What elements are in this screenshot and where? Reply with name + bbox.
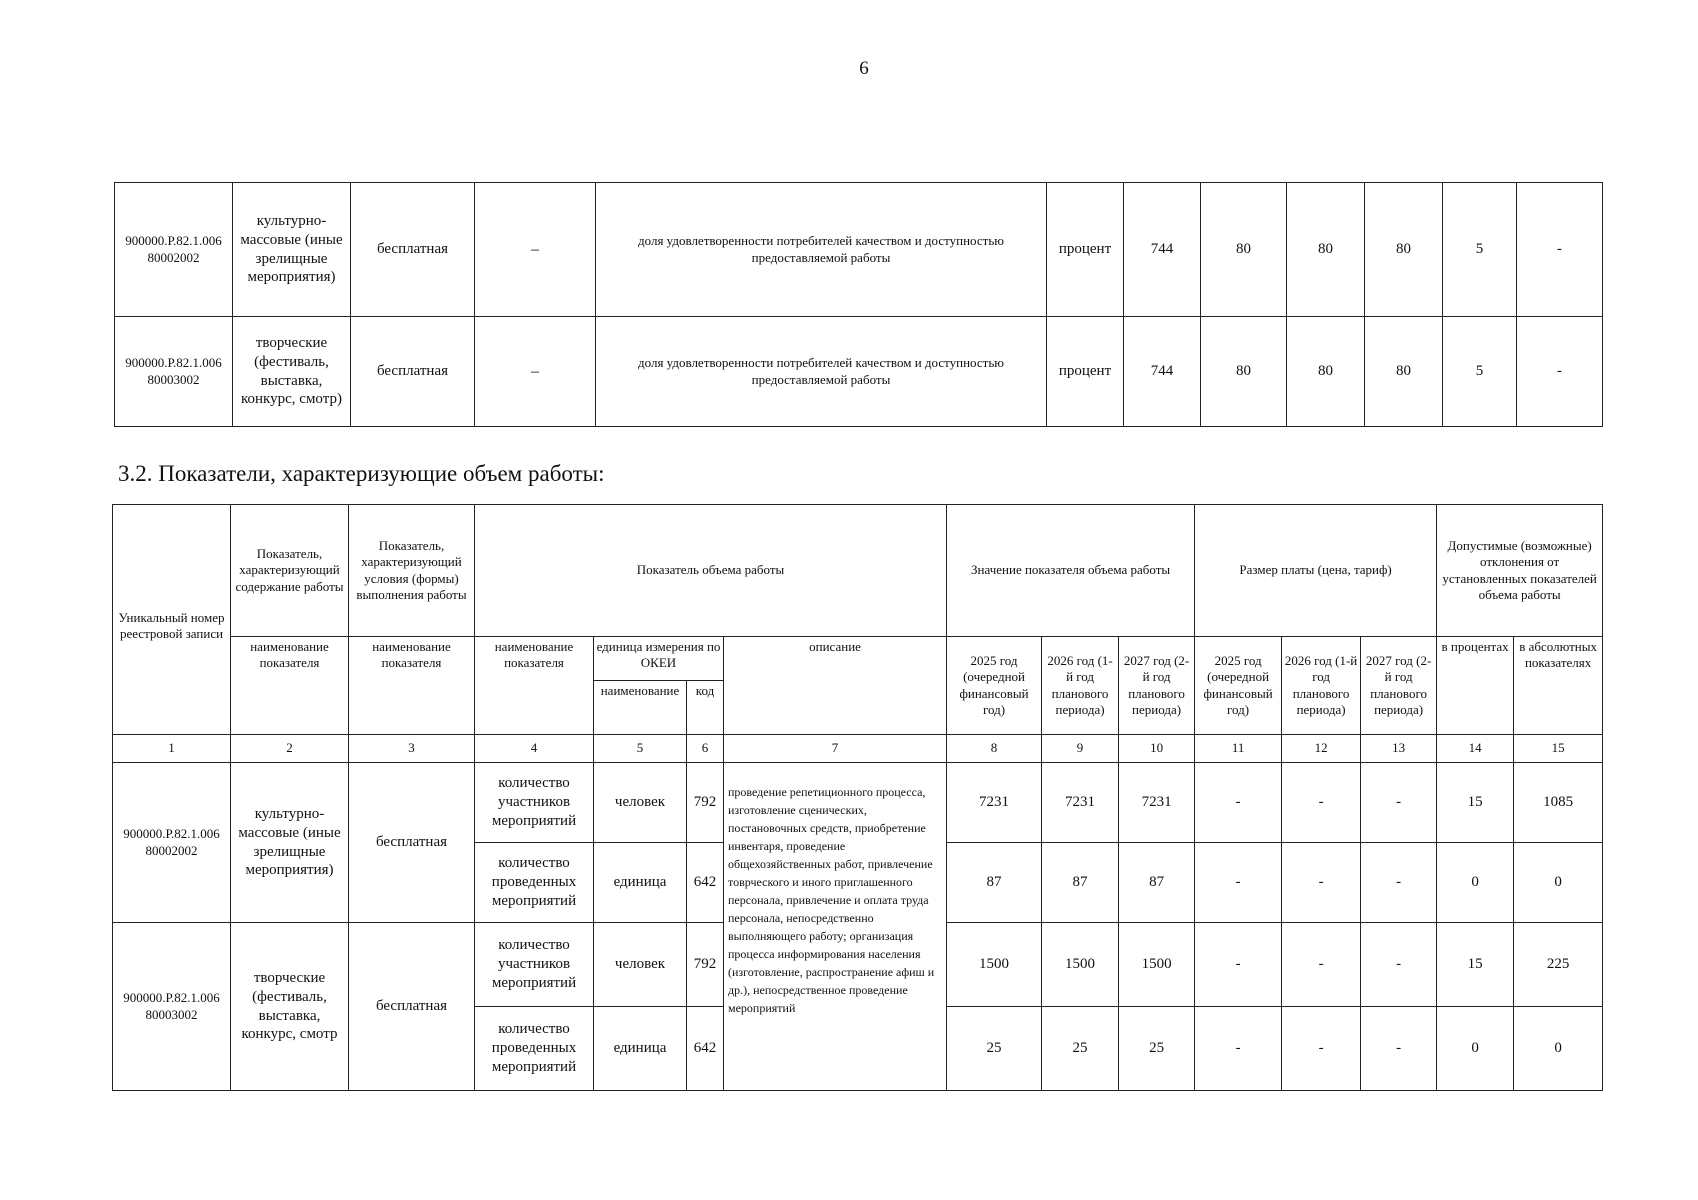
unit-name: человек: [594, 763, 687, 843]
okei-code: 642: [687, 843, 724, 923]
content-indicator: культурно-массовые (иные зрелищные мероприятия): [233, 183, 351, 317]
deviation-percent: 15: [1437, 763, 1514, 843]
header-unit-code: код: [687, 681, 724, 735]
header-name-of-indicator: наименование показателя: [475, 637, 594, 735]
content-indicator: творческие (фестиваль, выставка, конкурс, смотр: [231, 923, 349, 1091]
deviation-absolute: 1085: [1514, 763, 1603, 843]
section-heading: 3.2. Показатели, характеризующие объем работы:: [118, 461, 605, 486]
header-name-of-indicator: наименование показателя: [349, 637, 475, 735]
volume-indicators-table: [112, 504, 1603, 1091]
header-volume-value: Значение показателя объема работы: [947, 505, 1195, 637]
price-2026: -: [1282, 763, 1361, 843]
price-2026: -: [1282, 1007, 1361, 1091]
deviation-absolute: 0: [1514, 843, 1603, 923]
quality-indicators-table: [114, 182, 1603, 427]
column-number: 1: [113, 735, 231, 763]
value-2025: 7231: [947, 763, 1042, 843]
table-row: [115, 317, 1603, 427]
header-year-2027: 2027 год (2-й год планового периода): [1119, 637, 1195, 735]
price-2027: -: [1361, 843, 1437, 923]
table-row: [113, 763, 1603, 843]
price-2026: -: [1282, 843, 1361, 923]
value-2027: 80: [1365, 317, 1443, 427]
header-condition-indicator: Показатель, характеризующий условия (формы) выполнения работы: [349, 505, 475, 637]
header-content-indicator: Показатель, характеризующий содержание работы: [231, 505, 349, 637]
price-2027: -: [1361, 923, 1437, 1007]
unit-name: единица: [594, 843, 687, 923]
table-row: [115, 183, 1603, 317]
column-number: 2: [231, 735, 349, 763]
quality-indicator: –: [475, 183, 596, 317]
volume-indicator-name: количество участников мероприятий: [475, 763, 594, 843]
value-2025: 87: [947, 843, 1042, 923]
condition-indicator: бесплатная: [349, 763, 475, 923]
unit-name: человек: [594, 923, 687, 1007]
column-number: 5: [594, 735, 687, 763]
price-2025: -: [1195, 1007, 1282, 1091]
quality-indicator: –: [475, 317, 596, 427]
value-2026: 25: [1042, 1007, 1119, 1091]
header-year-2025: 2025 год (очередной финансовый год): [1195, 637, 1282, 735]
value-2027: 80: [1365, 183, 1443, 317]
registry-code: 900000.Р.82.1.006 80002002: [113, 763, 231, 923]
okei-code: 792: [687, 763, 724, 843]
value-2026: 87: [1042, 843, 1119, 923]
value-2027: 1500: [1119, 923, 1195, 1007]
condition-indicator: бесплатная: [349, 923, 475, 1091]
header-year-2025: 2025 год (очередной финансовый год): [947, 637, 1042, 735]
deviation-percent: 15: [1437, 923, 1514, 1007]
condition-indicator: бесплатная: [351, 317, 475, 427]
deviation-absolute: -: [1517, 183, 1603, 317]
column-number: 15: [1514, 735, 1603, 763]
column-number: 14: [1437, 735, 1514, 763]
content-indicator: творческие (фестиваль, выставка, конкурс, смотр): [233, 317, 351, 427]
column-number: 10: [1119, 735, 1195, 763]
deviation-absolute: 0: [1514, 1007, 1603, 1091]
unit-name: процент: [1047, 317, 1124, 427]
value-2027: 7231: [1119, 763, 1195, 843]
deviation-absolute: -: [1517, 317, 1603, 427]
volume-indicator-name: количество проведенных мероприятий: [475, 843, 594, 923]
header-in-percent: в процентах: [1437, 637, 1514, 735]
deviation-percent: 0: [1437, 1007, 1514, 1091]
header-year-2026: 2026 год (1-й год планового периода): [1042, 637, 1119, 735]
unit-name: процент: [1047, 183, 1124, 317]
condition-indicator: бесплатная: [351, 183, 475, 317]
price-2027: -: [1361, 763, 1437, 843]
price-2027: -: [1361, 1007, 1437, 1091]
quality-description: доля удовлетворенности потребителей качеством и доступностью предоставляемой работы: [596, 183, 1047, 317]
okei-code: 642: [687, 1007, 724, 1091]
unit-name: единица: [594, 1007, 687, 1091]
header-row: [113, 505, 1603, 637]
registry-code: 900000.Р.82.1.006 80003002: [113, 923, 231, 1091]
value-2026: 1500: [1042, 923, 1119, 1007]
volume-indicator-name: количество участников мероприятий: [475, 923, 594, 1007]
price-2026: -: [1282, 923, 1361, 1007]
value-2026: 80: [1287, 317, 1365, 427]
column-number: 4: [475, 735, 594, 763]
deviation-absolute: 225: [1514, 923, 1603, 1007]
deviation-percent: 5: [1443, 317, 1517, 427]
value-2027: 87: [1119, 843, 1195, 923]
column-number-row: [113, 735, 1603, 763]
header-unit-okei: единица измерения по ОКЕИ: [594, 637, 724, 681]
quality-description: доля удовлетворенности потребителей качеством и доступностью предоставляемой работы: [596, 317, 1047, 427]
column-number: 12: [1282, 735, 1361, 763]
header-year-2026: 2026 год (1-й год планового периода): [1282, 637, 1361, 735]
header-deviations: Допустимые (возможные) отклонения от установленных показателей объема работы: [1437, 505, 1603, 637]
content-indicator: культурно-массовые (иные зрелищные мероприятия): [231, 763, 349, 923]
registry-code: 900000.Р.82.1.006 80002002: [115, 183, 233, 317]
price-2025: -: [1195, 763, 1282, 843]
column-number: 13: [1361, 735, 1437, 763]
header-row: [113, 637, 1603, 681]
price-2025: -: [1195, 843, 1282, 923]
header-payment: Размер платы (цена, тариф): [1195, 505, 1437, 637]
column-number: 8: [947, 735, 1042, 763]
column-number: 3: [349, 735, 475, 763]
header-volume-indicator: Показатель объема работы: [475, 505, 947, 637]
value-2025: 80: [1201, 183, 1287, 317]
header-year-2027: 2027 год (2-й год планового периода): [1361, 637, 1437, 735]
deviation-percent: 5: [1443, 183, 1517, 317]
okei-code: 744: [1124, 317, 1201, 427]
column-number: 9: [1042, 735, 1119, 763]
work-description: проведение репетиционного процесса, изготовление сценических, постановочных средств, приобретение инвентаря, проведение общехозяйственных работ, привлечение товрческого и иного приглашенного персонала, привлечение и оплата труда персонала, непосредственно выполняющего работу; организация процесса информирования населения (изготовление, распространение афиш и др.), непосредственное проведение мероприятий: [724, 763, 947, 1091]
value-2027: 25: [1119, 1007, 1195, 1091]
column-number: 11: [1195, 735, 1282, 763]
deviation-percent: 0: [1437, 843, 1514, 923]
header-unique-number: Уникальный номер реестровой записи: [113, 505, 231, 735]
okei-code: 792: [687, 923, 724, 1007]
value-2026: 80: [1287, 183, 1365, 317]
price-2025: -: [1195, 923, 1282, 1007]
header-unit-name: наименование: [594, 681, 687, 735]
header-description: описание: [724, 637, 947, 735]
okei-code: 744: [1124, 183, 1201, 317]
volume-indicator-name: количество проведенных мероприятий: [475, 1007, 594, 1091]
value-2025: 25: [947, 1007, 1042, 1091]
registry-code: 900000.Р.82.1.006 80003002: [115, 317, 233, 427]
page-number: 6: [859, 58, 869, 79]
value-2025: 1500: [947, 923, 1042, 1007]
header-name-of-indicator: наименование показателя: [231, 637, 349, 735]
value-2025: 80: [1201, 317, 1287, 427]
column-number: 7: [724, 735, 947, 763]
value-2026: 7231: [1042, 763, 1119, 843]
column-number: 6: [687, 735, 724, 763]
header-in-absolute: в абсолютных показателях: [1514, 637, 1603, 735]
